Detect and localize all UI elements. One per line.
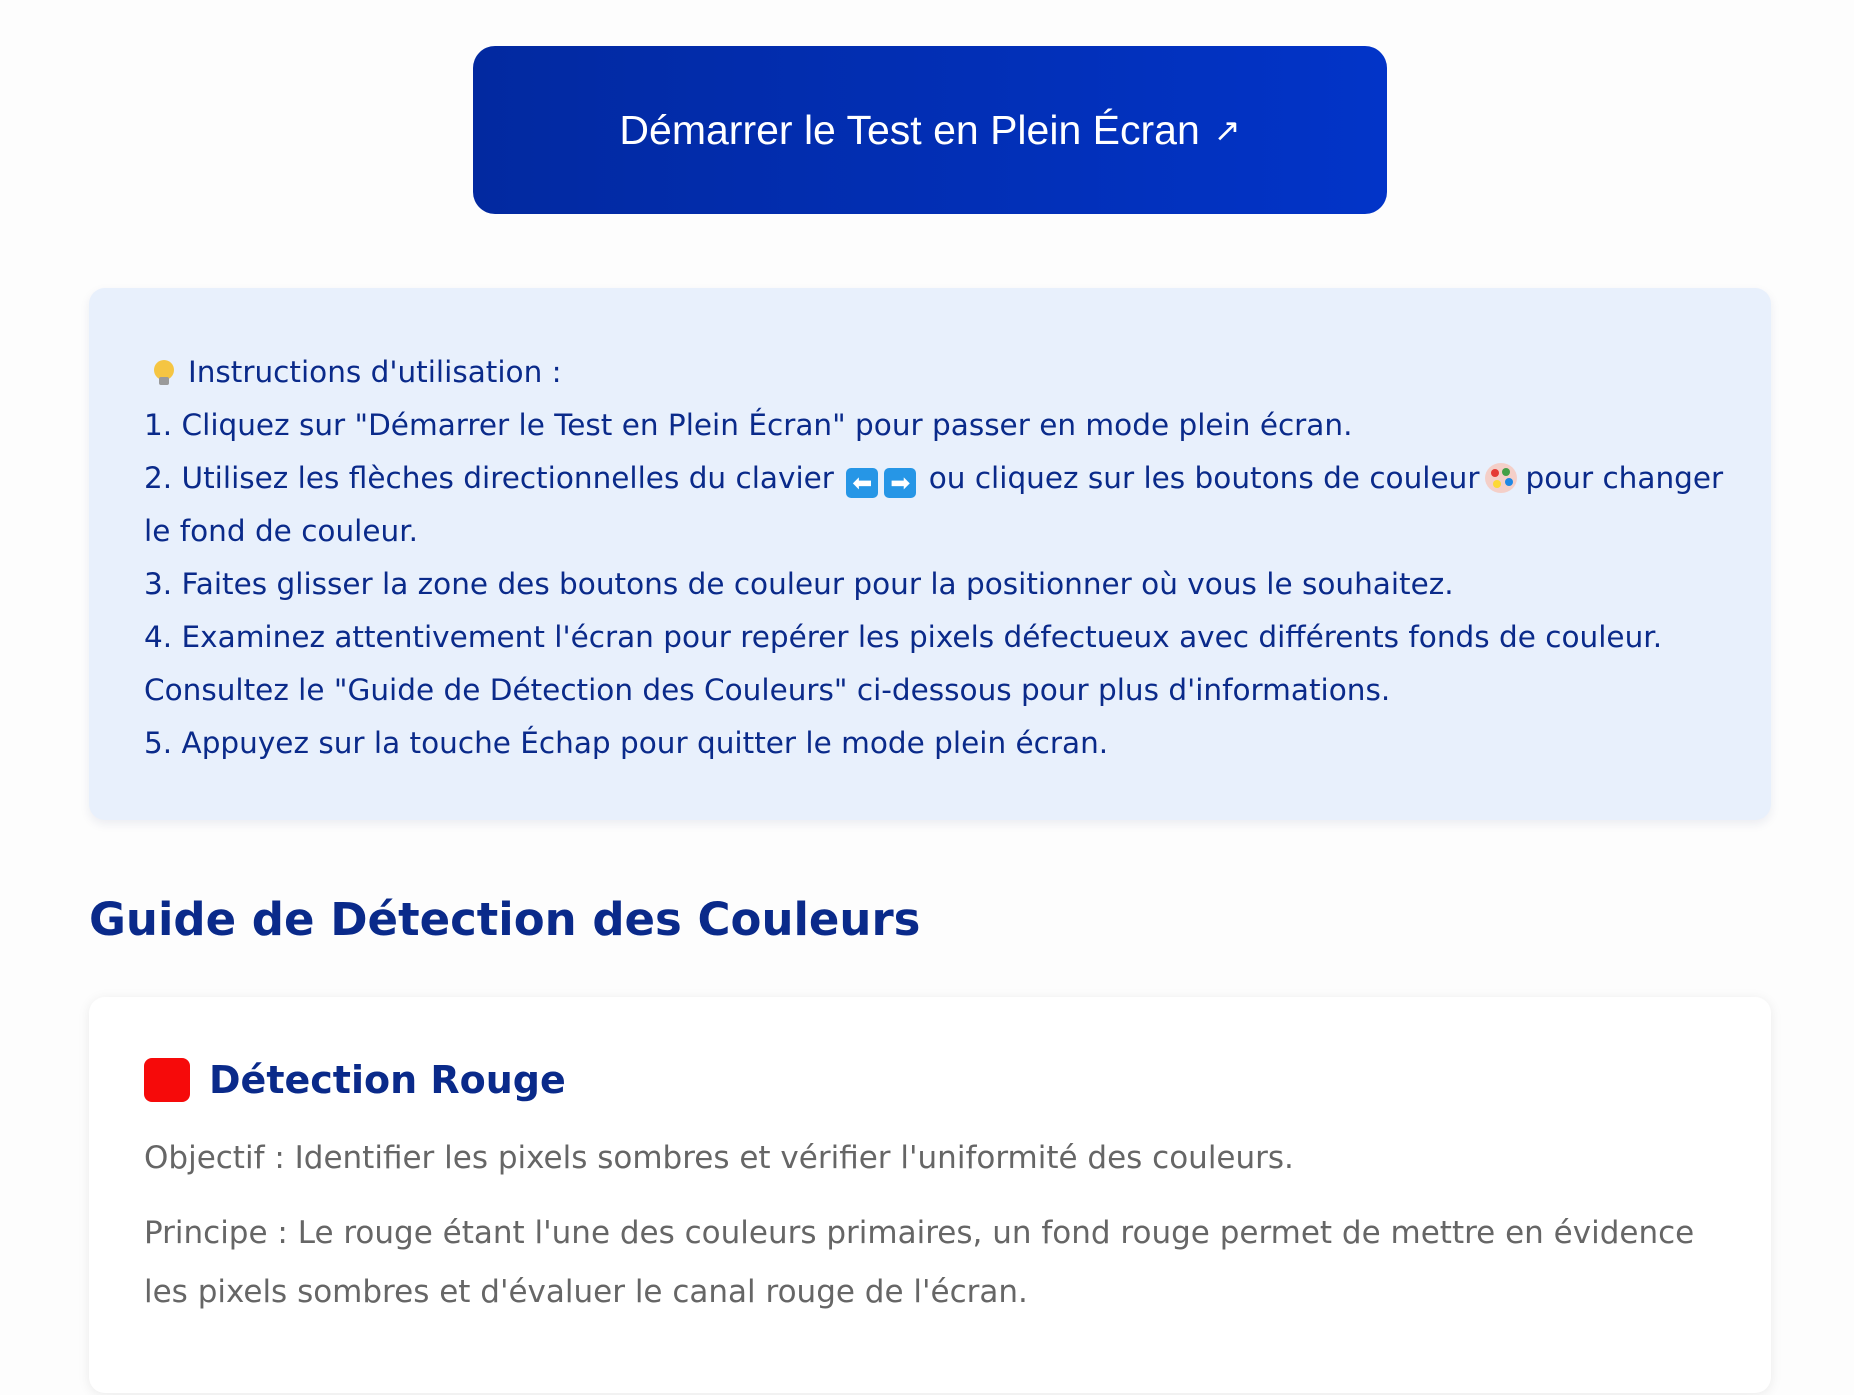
card-header [144, 1055, 1715, 1105]
card-title: Détection Rouge [209, 1058, 566, 1102]
instruction-step-2-part-c: pour changer [1525, 461, 1724, 495]
red-detection-card [89, 997, 1771, 1393]
instruction-step-1: 1. Cliquez sur "Démarrer le Test en Plein Écran" pour passer en mode plein écran. [144, 408, 1353, 442]
palette-icon [1485, 463, 1517, 493]
external-arrow-icon: ↗ [1213, 111, 1241, 149]
start-button-label: Démarrer le Test en Plein Écran [619, 106, 1200, 153]
instruction-step-2-part-a: 2. Utilisez les flèches directionnelles du clavier [144, 461, 834, 495]
instruction-step-4: 4. Examinez attentivement l'écran pour repérer les pixels défectueux avec différents fonds de couleur. [144, 620, 1663, 654]
lightbulb-icon [154, 360, 174, 384]
card-objective: Objectif : Identifier les pixels sombres et vérifier l'uniformité des couleurs. [144, 1140, 1294, 1176]
instruction-step-2-continued: le fond de couleur. [144, 514, 419, 548]
card-principle: Principe : Le rouge étant l'une des couleurs primaires, un fond rouge permet de mettre en évidence les pixels sombres et d'évaluer le canal rouge de l'écran. [144, 1215, 1695, 1310]
instruction-step-4-continued: Consultez le "Guide de Détection des Couleurs" ci-dessous pour plus d'informations. [144, 673, 1391, 707]
right-arrow-key-icon: ➡ [884, 468, 916, 498]
instruction-step-2-part-b: ou cliquez sur les boutons de couleur [928, 461, 1480, 495]
red-square-icon [144, 1058, 190, 1102]
instruction-step-3: 3. Faites glisser la zone des boutons de couleur pour la positionner où vous le souhaitez. [144, 567, 1454, 601]
left-arrow-key-icon: ⬅ [846, 468, 878, 498]
instructions-panel [89, 288, 1771, 820]
start-fullscreen-test-button[interactable] [473, 46, 1387, 214]
guide-title: Guide de Détection des Couleurs [89, 893, 921, 946]
instructions-title: Instructions d'utilisation : [188, 355, 562, 389]
instruction-step-2 [144, 452, 1724, 505]
instructions-title-line [144, 346, 1715, 399]
instruction-step-5: 5. Appuyez sur la touche Échap pour quitter le mode plein écran. [144, 726, 1109, 760]
